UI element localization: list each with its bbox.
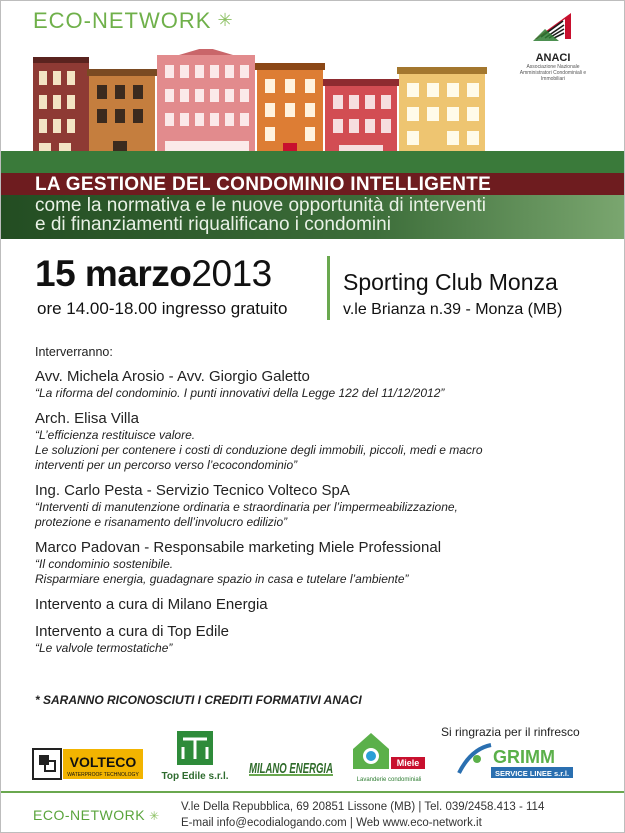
brand-header [33, 8, 234, 34]
event-venue: Sporting Club Monza [343, 269, 558, 295]
sponsor-logos [31, 729, 601, 787]
speaker-item [35, 596, 605, 614]
anaci-logo [513, 9, 593, 82]
speaker-topic: “Il condominio sostenibile. Risparmiare energia, guadagnare spazio in casa e tutelare l’ambiente” [35, 557, 409, 586]
sun-gear-icon: ✳ [217, 10, 234, 30]
footer-brand [33, 807, 160, 823]
subtitle-line-1: come la normativa e le nuove opportunità di interventi [35, 195, 486, 216]
event-subtitle [35, 196, 486, 234]
event-date [35, 253, 272, 295]
volteco-sub: WATERPROOF TECHNOLOGY [67, 772, 139, 778]
speaker-topic: “Le valvole termostatiche” [35, 641, 173, 655]
speaker-topic: “L’efficienza restituisce valore. Le soluzioni per contenere i costi di conduzione degli immobili, piccoli, medi e macro interventi per un percorso verso l’ecocondominio” [35, 428, 483, 472]
speaker-item [35, 482, 605, 530]
event-time: ore 14.00-18.00 ingresso gratuito [37, 299, 288, 318]
volteco-logo [33, 749, 143, 779]
speaker-name: Intervento a cura di Top Edile [35, 623, 230, 640]
footer-divider [1, 791, 624, 793]
topedile-logo [161, 731, 228, 782]
speaker-name: Ing. Carlo Pesta - Servizio Tecnico Volteco SpA [35, 482, 350, 499]
milano-text: MILANO ENERGIA [249, 760, 333, 777]
miele-text: Miele [396, 758, 420, 768]
anaci-subtitle: Associazione Nazionale Amministratori Condominiali e Immobiliari [519, 64, 587, 82]
grimm-text: GRIMM [493, 747, 555, 767]
event-address: v.le Brianza n.39 - Monza (MB) [343, 301, 563, 318]
footer-contacts: E-mail info@ecodialogando.com | Web www.eco-network.it [181, 817, 482, 829]
lavanderie-text: Lavanderie condominiali [356, 777, 422, 783]
sun-gear-icon: ✳ [149, 809, 160, 823]
speaker-name: Intervento a cura di Milano Energia [35, 596, 268, 613]
lavanderie-logo [353, 733, 425, 783]
speaker-item [35, 623, 605, 656]
speaker-name: Marco Padovan - Responsabile marketing Miele Professional [35, 539, 442, 556]
thanks-note: Si ringrazia per il rinfresco [441, 725, 580, 739]
speaker-name: Arch. Elisa Villa [35, 410, 139, 427]
footer-brand-name: ECO-NETWORK [33, 807, 146, 823]
volteco-text: VOLTECO [69, 754, 137, 770]
grimm-logo [459, 745, 573, 778]
speakers-intro: Interverranno: [35, 345, 113, 359]
speaker-topic: “La riforma del condominio. I punti innovativi della Legge 122 del 11/12/2012” [35, 386, 445, 400]
date-year: 2013 [191, 253, 272, 294]
speakers-list [35, 345, 605, 665]
grimm-sub: SERVICE LINEE s.r.l. [494, 769, 570, 778]
speaker-item [35, 410, 605, 473]
brand-name: ECO-NETWORK [33, 8, 212, 33]
anaci-emblem-icon [531, 9, 575, 45]
date-day: 15 marzo [35, 253, 192, 294]
green-band [1, 151, 624, 173]
divider [327, 256, 330, 320]
footer-address: V.le Della Repubblica, 69 20851 Lissone (MB) | Tel. 039/2458.413 - 114 [181, 801, 545, 813]
credits-note: * SARANNO RICONOSCIUTI I CREDITI FORMATIVI ANACI [35, 693, 362, 707]
speaker-item [35, 368, 605, 401]
anaci-name: ANACI [535, 52, 571, 64]
topedile-text: Top Edile s.r.l. [161, 771, 229, 782]
subtitle-line-2: e di finanziamenti riqualificano i condomini [35, 214, 391, 235]
speaker-topic: “Interventi di manutenzione ordinaria e straordinaria per l’impermeabilizzazione, protezione e risanamento dell’involucro edilizio” [35, 500, 458, 529]
speaker-name: Avv. Michela Arosio - Avv. Giorgio Galetto [35, 368, 310, 385]
speaker-item [35, 539, 605, 587]
event-title: LA GESTIONE DEL CONDOMINIO INTELLIGENTE [35, 174, 492, 195]
milano-energia-logo [249, 760, 333, 777]
